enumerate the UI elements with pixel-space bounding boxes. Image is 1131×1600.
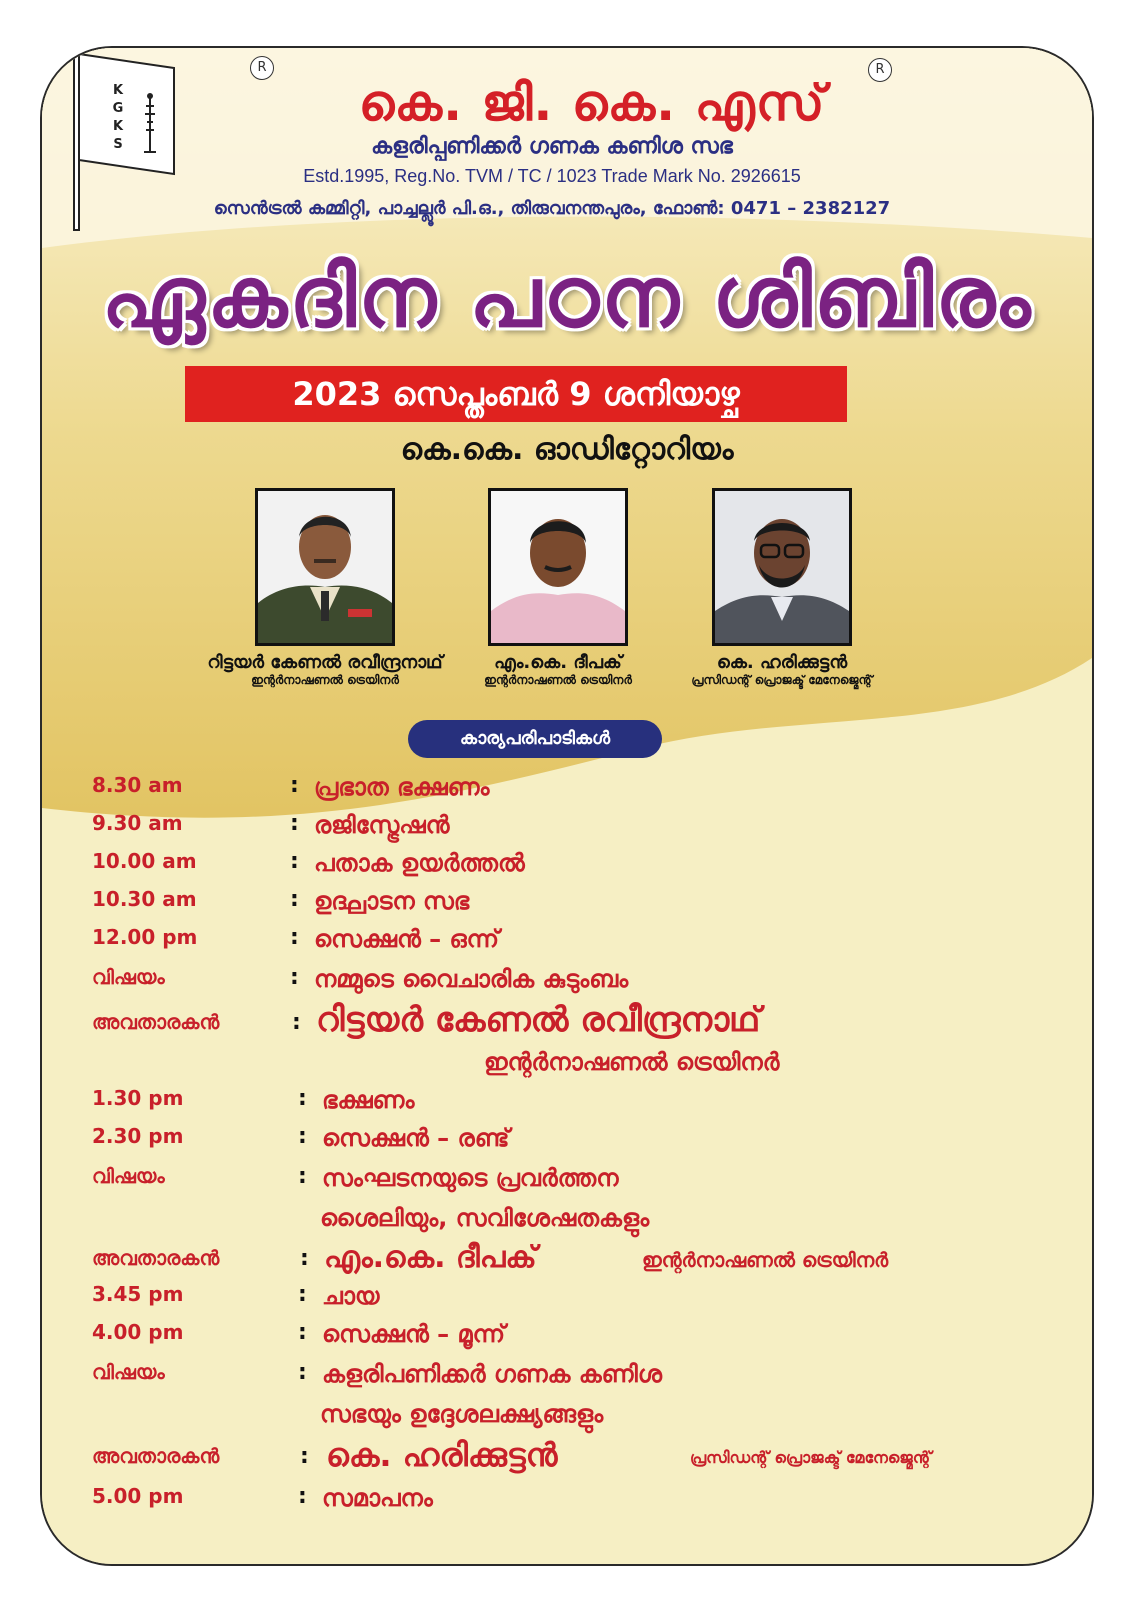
schedule-time: 10.00 am [92,849,197,873]
presenter-role: ഇന്റർനാഷണൽ ട്രെയിനർ [642,1248,889,1272]
schedule-presenter-label: അവതാരകൻ [92,1010,220,1034]
colon: : [290,773,299,798]
schedule-time: 4.00 pm [92,1320,184,1344]
event-venue: കെ.കെ. ഓഡിറ്റോറിയം [400,432,734,467]
schedule-time: 12.00 pm [92,925,198,949]
colon: : [298,1164,307,1189]
colon: : [290,849,299,874]
colon: : [300,1246,309,1271]
speaker-photo [712,488,852,646]
presenter-name: റിട്ടയർ കേണൽ രവീന്ദ്രനാഥ് [316,1000,761,1040]
registered-mark-icon: R [868,58,892,82]
colon: : [298,1282,307,1307]
schedule-item: രജിസ്ട്രേഷൻ [314,811,450,839]
speaker-card [433,488,683,688]
presenter-name: കെ. ഹരിക്കുട്ടൻ [326,1436,558,1474]
person-icon [715,491,849,643]
colon: : [298,1360,307,1385]
schedule-time: 5.00 pm [92,1484,184,1508]
colon: : [290,811,299,836]
event-title: ഏകദിന പഠന ശിബിരം [101,248,1033,346]
speaker-card [200,488,450,688]
programme-label: കാര്യപരിപാടികൾ [408,720,662,758]
schedule-topic-label: വിഷയം [92,1164,165,1188]
colon: : [298,1086,307,1111]
colon: : [298,1484,307,1509]
schedule-topic-label: വിഷയം [92,1360,165,1384]
presenter-role: പ്രസിഡന്റ് പ്രൊജക്ട് മേനേജ്മെന്റ് [690,1448,932,1467]
svg-text:G: G [112,101,124,116]
schedule-item: സംഘടനയുടെ പ്രവർത്തന [322,1164,619,1192]
speaker-role: ഇന്റർനാഷണൽ ട്രെയിനർ [484,673,632,687]
schedule-item: സമാപനം [322,1484,433,1512]
schedule-time: 10.30 am [92,887,197,911]
schedule-item: ചായ [322,1282,380,1310]
svg-text:S: S [113,137,123,152]
colon: : [298,1124,307,1149]
schedule-item: ശൈലിയും, സവിശേഷതകളും [320,1204,650,1232]
schedule-item: നമ്മുടെ വൈചാരിക കുടുംബം [314,965,629,993]
schedule-item: സഭയും ഉദ്ദേശലക്ഷ്യങ്ങളും [320,1400,604,1428]
schedule-time: 2.30 pm [92,1124,184,1148]
speaker-card [657,488,907,688]
event-date-banner: 2023 സെപ്തംബർ 9 ശനിയാഴ്ച [185,366,847,422]
schedule-time: 9.30 am [92,811,183,835]
person-icon [491,491,625,643]
schedule-item: സെക്ഷൻ – മൂന്ന് [322,1320,506,1348]
speaker-photo [255,488,395,646]
schedule-presenter-label: അവതാരകൻ [92,1246,220,1270]
svg-text:K: K [112,119,124,134]
schedule-item: പതാക ഉയർത്തൽ [314,849,525,877]
schedule-topic-label: വിഷയം [92,965,165,989]
speaker-name: റിട്ടയർ കേണൽ രവീന്ദ്രനാഥ് [207,652,443,673]
speaker-name: കെ. ഹരിക്കുട്ടൻ [716,652,848,673]
poster [40,46,1094,1566]
colon: : [290,887,299,912]
presenter-role: ഇന്റർനാഷണൽ ട്രെയിനർ [484,1048,780,1076]
org-address: സെൻട്രൽ കമ്മിറ്റി, പാച്ചല്ലൂർ പി.ഒ., തിരുവനന്തപുരം, ഫോൺ: 0471 – 2382127 [213,198,891,219]
org-subtitle: കളരിപ്പണിക്കർ ഗണക കണിശ സഭ [371,134,733,159]
org-registration: Estd.1995, Reg.No. TVM / TC / 1023 Trade Mark No. 2926615 [303,166,801,186]
presenter-name: എം.കെ. ദീപക് [324,1240,537,1275]
colon: : [300,1444,309,1469]
schedule-item: സെക്ഷൻ – രണ്ട് [322,1124,510,1152]
schedule-item: ഉദ്ഘാടന സഭ [314,887,470,915]
schedule-presenter-label: അവതാരകൻ [92,1444,220,1468]
schedule-item: പ്രഭാത ഭക്ഷണം [314,773,490,801]
speaker-photo [488,488,628,646]
svg-text:K: K [112,83,124,98]
colon: : [290,965,299,990]
colon: : [290,925,299,950]
schedule-time: 1.30 pm [92,1086,184,1110]
speaker-name: എം.കെ. ദീപക് [494,652,622,673]
schedule-time: 3.45 pm [92,1282,184,1306]
schedule-item: കളരിപണിക്കർ ഗണക കണിശ [322,1360,662,1388]
schedule-time: 8.30 am [92,773,183,797]
person-icon [258,491,392,643]
schedule-item: ഭക്ഷണം [322,1086,415,1114]
colon: : [298,1320,307,1345]
registered-mark-icon: R [250,56,274,80]
speaker-role: പ്രസിഡന്റ് പ്രൊജക്ട് മേനേജ്മെന്റ് [691,673,873,687]
speaker-role: ഇന്റർനാഷണൽ ട്രെയിനർ [251,673,399,687]
colon: : [292,1010,301,1035]
schedule-item: സെക്ഷൻ – ഒന്ന് [314,925,500,953]
org-title: കെ. ജി. കെ. എസ് [358,74,826,132]
